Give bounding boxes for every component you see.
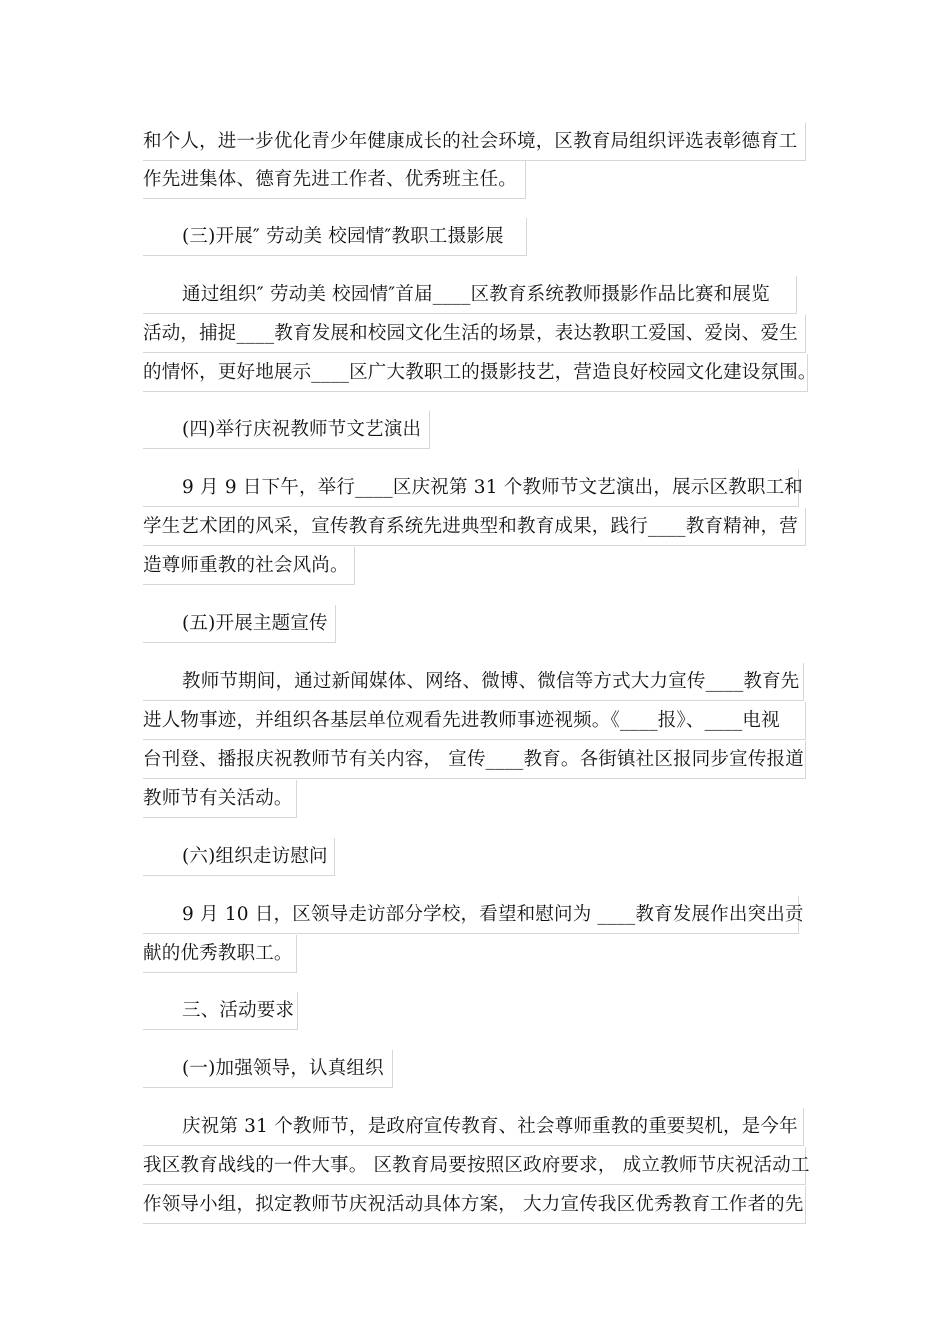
- section-heading: (六)组织走访慰问: [143, 838, 335, 876]
- text-line: 献的优秀教职工。: [143, 935, 297, 973]
- text-line: 的情怀，更好地展示____区广大教职工的摄影技艺，营造良好校园文化建设氛围。: [143, 354, 808, 392]
- section-heading: 三、活动要求: [143, 992, 298, 1030]
- section-heading: (三)开展″ 劳动美 校园情″教职工摄影展: [143, 218, 527, 256]
- text-line: 教师节有关活动。: [143, 780, 297, 818]
- section-heading: (四)举行庆祝教师节文艺演出: [143, 411, 430, 449]
- text-line: 作先进集体、德育先进工作者、优秀班主任。: [143, 161, 526, 199]
- text-line: 庆祝第 31 个教师节，是政府宣传教育、社会尊师重教的重要契机，是今年: [143, 1108, 804, 1146]
- text-line: 学生艺术团的风采，宣传教育系统先进典型和教育成果，践行____教育精神，营: [143, 508, 806, 546]
- text-line: 通过组织″ 劳动美 校园情″首届____区教育系统教师摄影作品比赛和展览: [143, 276, 797, 314]
- text-line: 我区教育战线的一件大事。 区教育局要按照区政府要求， 成立教师节庆祝活动工: [143, 1147, 806, 1185]
- text-line: 和个人，进一步优化青少年健康成长的社会环境，区教育局组织评选表彰德育工: [143, 123, 806, 161]
- text-line: 9 月 9 日下午，举行____区庆祝第 31 个教师节文艺演出，展示区教职工和: [143, 469, 799, 507]
- text-line: 造尊师重教的社会风尚。: [143, 547, 355, 585]
- text-line: 教师节期间，通过新闻媒体、网络、微博、微信等方式大力宣传____教育先: [143, 663, 804, 701]
- text-line: 作领导小组，拟定教师节庆祝活动具体方案， 大力宣传我区优秀教育工作者的先: [143, 1186, 806, 1224]
- text-line: 9 月 10 日，区领导走访部分学校，看望和慰问为 ____教育发展作出突出贡: [143, 896, 799, 934]
- text-line: 进人物事迹，并组织各基层单位观看先进教师事迹视频。《____报》、____电视: [143, 702, 806, 740]
- section-heading: (一)加强领导，认真组织: [143, 1050, 393, 1088]
- section-heading: (五)开展主题宣传: [143, 605, 336, 643]
- text-line: 台刊登、播报庆祝教师节有关内容， 宣传____教育。各街镇社区报同步宣传报道: [143, 741, 806, 779]
- text-line: 活动，捕捉____教育发展和校园文化生活的场景，表达教职工爱国、爱岗、爱生: [143, 315, 806, 353]
